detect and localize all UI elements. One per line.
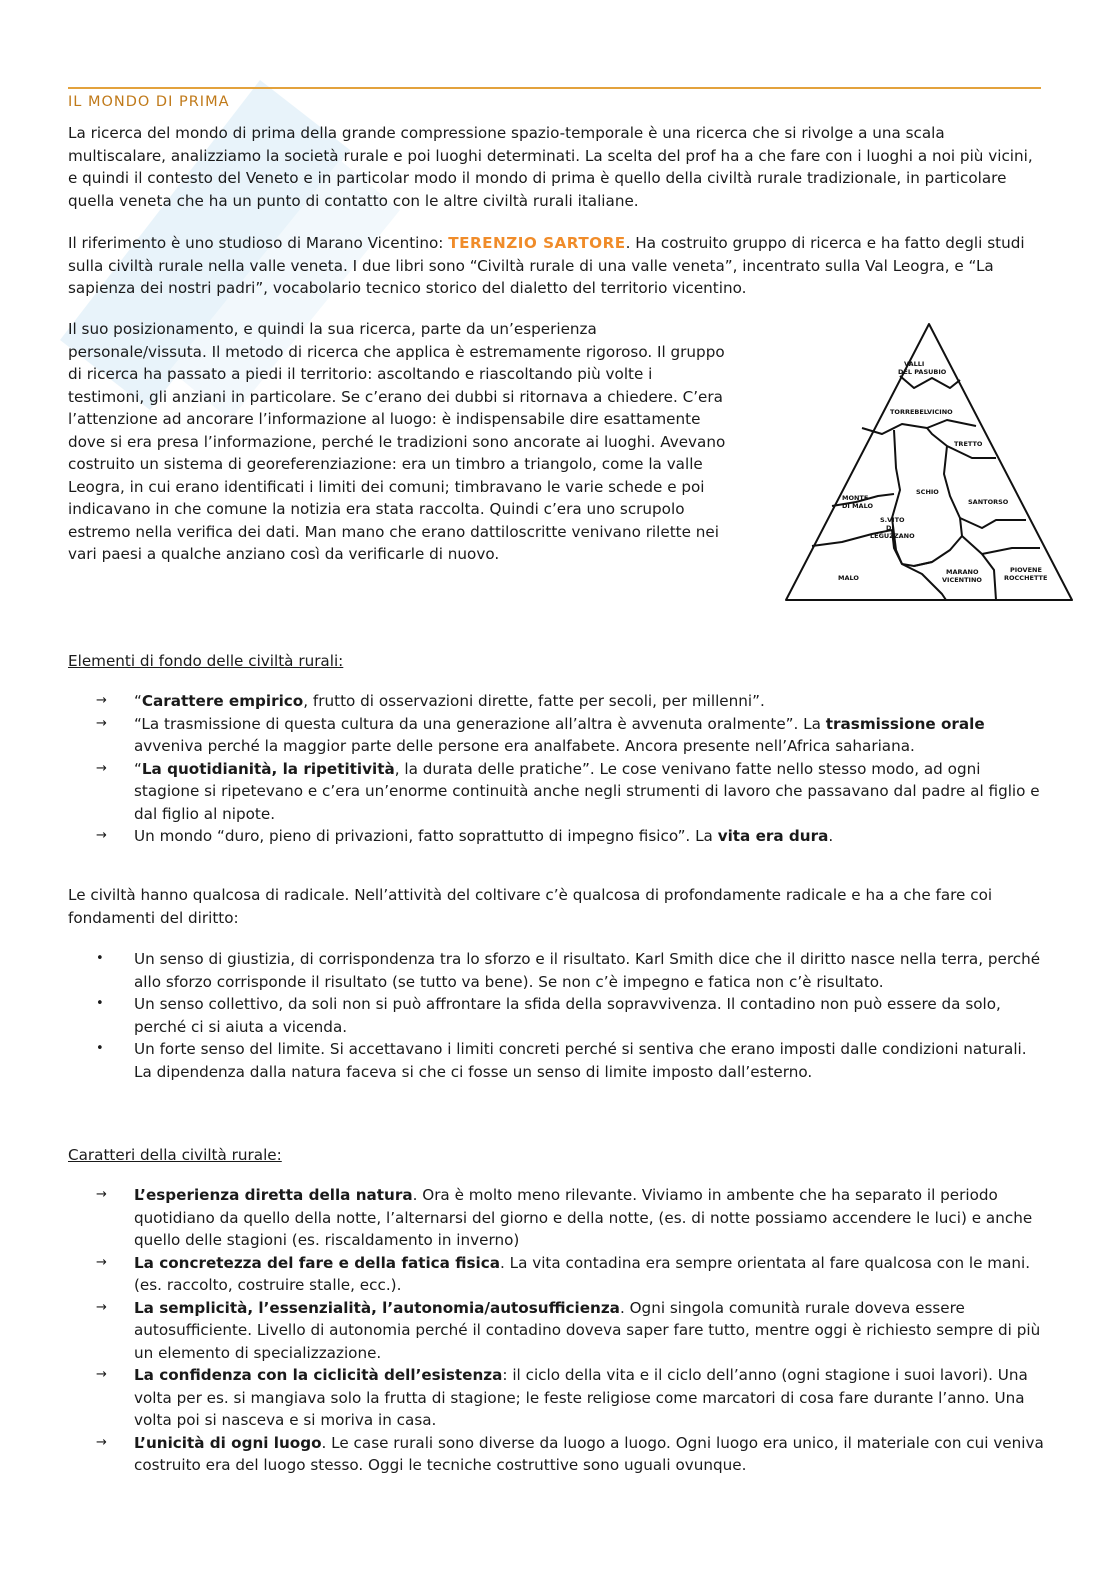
list-item: → “Carattere empirico, frutto di osservazioni dirette, fatte per secoli, per millenni”. <box>96 690 1046 713</box>
list-item: → L’unicità di ogni luogo. Le case rurali sono diverse da luogo a luogo. Ogni luogo era unico, il materiale con cui veniva costruito era del luogo stesso. Oggi le tecniche costruttive sono uguali ovunque. <box>96 1433 1044 1474</box>
list-item: → La concretezza del fare e della fatica fisica. La vita contadina era sempre orientata al fare qualcosa con le mani. (es. raccolto, costruire stalle, ecc.). <box>96 1253 1031 1294</box>
arrow-icon: → <box>96 1187 107 1202</box>
arrow-icon: → <box>96 828 107 843</box>
border-valli <box>900 376 960 388</box>
bullet-icon: • <box>96 951 104 966</box>
paragraph-method: Il suo posizionamento, e quindi la sua ricerca, parte da un’esperienza personale/vissuta. Il metodo di ricerca che applica è estremamente rigoroso. Il gruppo di ricerca ha passato a piedi il territorio: ascoltando e riascoltando più volte i testimoni, gli anziani in particolare. Se c’erano dei dubbi si ritornava a chiedere. C’era l’attenzione ad ancorare l’informazione al luogo: è indispensabile dire esattamente dove si era presa l’informazione, perché le tradizioni sono ancorate ai luoghi. Avevano costruito un sistema di georeferenziazione: era un timbro a triangolo, come la valle Leogra, in cui erano identificati i limiti dei comuni; timbravano le varie schede e poi indicavano in che comune la notizia era stata raccolta. Quindi c’era uno scrupolo estremo nella verifica dei dati. Man mano che erano dattiloscritte venivano rilette nei vari paesi a qualche anziano così da verificarle di nuovo. <box>68 320 726 563</box>
triangle-outline <box>786 324 1072 600</box>
paragraph-radicale: Le civiltà hanno qualcosa di radicale. Nell’attività del coltivare c’è qualcosa di profondamente radicale e ha a che fare coi fondamenti del diritto: <box>68 886 993 927</box>
list-item: • Un senso di giustizia, di corrispondenza tra lo sforzo e il risultato. Karl Smith dice che il diritto nasce nella terra, perché allo sforzo corrisponde il risultato (se tutto va bene). Se non c’è impegno e fatica non c’è risultato. <box>96 950 1041 991</box>
map-label-monte: MONTE <box>842 494 869 502</box>
list-item: → La semplicità, l’essenzialità, l’autonomia/autosufficienza. Ogni singola comunità rurale doveva essere autosufficiente. Livello di autonomia perché il contadino doveva saper fare tutto, mentre oggi è richiesto sempre di più un elemento di specializzazione. <box>96 1298 1041 1362</box>
map-label-marano: MARANO <box>946 568 979 576</box>
section-title-caratteri: Caratteri della civiltà rurale: <box>68 1146 282 1164</box>
list-item-keyword: trasmissione orale <box>825 714 985 733</box>
reference-text-end: . Ha costruito gruppo di ricerca e ha fatto degli studi sulla civiltà rurale nella valle veneta. I due libri sono “Civiltà rurale di una valle veneta”, incentrato sulla Val Leogra, e “La sapienza dei nostri padri”, vocabolario tecnico storico del dialetto del territorio vicentino. <box>68 234 1025 297</box>
list-item-keyword: L’esperienza diretta della natura <box>134 1186 413 1204</box>
map-label-pasubio: DEL PASUBIO <box>898 368 947 376</box>
list-item: → La confidenza con la ciclicità dell’esistenza: il ciclo della vita e il ciclo dell’anno (ogni stagione i suoi lavori). Una volta per es. si mangiava solo la frutta di stagione; le feste religiose come marcatori di cosa fare durante l’anno. Una volta poi si nasceva e si moriva in casa. <box>96 1366 1028 1429</box>
list-item-keyword: La confidenza con la ciclicità dell’esistenza <box>134 1366 503 1384</box>
map-label-tretto: TRETTO <box>954 440 983 448</box>
map-label-malo: MALO <box>838 574 859 582</box>
map-label-vicentino: VICENTINO <box>942 576 982 584</box>
list-item-keyword: La quotidianità, la ripetitività <box>141 759 395 778</box>
list-item: → L’esperienza diretta della natura. Ora è molto meno rilevante. Viviamo in ambente che ha separato il periodo quotidiano da quello della notte, l’alternarsi del giorno e della notte, (es. di notte possiamo accendere le luci) e anche quello delle stagioni (es. riscaldamento in inverno) <box>96 1186 1033 1249</box>
list-item-keyword: La semplicità, l’essenzialità, l’autonomia/autosufficienza <box>134 1298 620 1317</box>
diritto-list <box>96 948 1046 1083</box>
map-label-svito: S.VITO <box>880 516 905 524</box>
arrow-icon: → <box>96 693 107 708</box>
map-label-di: DI <box>886 524 894 532</box>
arrow-icon: → <box>96 760 107 776</box>
map-label-valli: VALLI <box>904 360 925 368</box>
list-item-keyword: Carattere empirico <box>141 692 304 710</box>
map-label-di-malo: DI MALO <box>842 502 874 510</box>
arrow-icon: → <box>96 1367 107 1382</box>
paragraph-reference <box>68 232 1040 300</box>
map-label-santorso: SANTORSO <box>968 498 1009 506</box>
arrow-icon: → <box>96 1434 107 1450</box>
researcher-name: TERENZIO SARTORE <box>448 234 626 252</box>
paragraph-intro: La ricerca del mondo di prima della grande compressione spazio-temporale è una ricerca che si rivolge a una scala multiscalare, analizziamo la società rurale e poi luoghi determinati. La scelta del prof ha a che fare con i luoghi a noi più vicini, e quindi il contesto del Veneto e in particolar modo il mondo di prima è quello della civiltà rurale tradizionale, in particolare quella veneta che ha un punto di contatto con le altre civiltà rurali italiane. <box>68 124 1033 210</box>
elementi-list <box>96 690 1046 848</box>
arrow-icon: → <box>96 715 107 731</box>
list-item: → Un mondo “duro, pieno di privazioni, fatto soprattutto di impegno fisico”. La vita era dura. <box>96 825 1046 848</box>
list-item: • Un forte senso del limite. Si accettavano i limiti concreti perché si sentiva che erano imposti dalle condizioni naturali. La dipendenza dalla natura faceva si che ci fosse un senso di limite imposto dall’esterno. <box>96 1040 1027 1081</box>
list-item: → “La trasmissione di questa cultura da una generazione all’altra è avvenuta oralmente”. La trasmissione orale avveniva perché la maggior parte delle persone era analfabete. Ancora presente nell’Africa sahariana. <box>96 714 985 755</box>
caratteri-list <box>96 1184 1046 1477</box>
list-item-keyword: La concretezza del fare e della fatica fisica <box>134 1253 500 1272</box>
bullet-icon: • <box>96 1041 104 1056</box>
map-label-torrebelvicino: TORREBELVICINO <box>890 408 953 416</box>
bullet-icon: • <box>96 996 104 1011</box>
page-title: IL MONDO DI PRIMA <box>68 94 230 110</box>
map-label-schio: SCHIO <box>916 488 939 496</box>
list-item-keyword: L’unicità di ogni luogo <box>134 1433 322 1452</box>
val-leogra-triangle-map <box>782 318 1076 608</box>
map-label-leguzzano: LEGUZZANO <box>870 532 915 540</box>
list-item: → “La quotidianità, la ripetitività, la durata delle pratiche”. Le cose venivano fatte nello stesso modo, ad ogni stagione si ripetevano e c’era un’enorme continuità anche negli strumenti di lavoro che passavano dal padre al figlio e dal figlio al nipote. <box>96 759 1040 823</box>
reference-text-start: Il riferimento è uno studioso di Marano Vicentino: <box>68 234 449 252</box>
arrow-icon: → <box>96 1254 107 1270</box>
arrow-icon: → <box>96 1299 107 1315</box>
list-item: • Un senso collettivo, da soli non si può affrontare la sfida della sopravvivenza. Il contadino non può essere da solo, perché ci si aiuta a vicenda. <box>96 995 1001 1036</box>
section-title-elementi: Elementi di fondo delle civiltà rurali: <box>68 652 344 670</box>
list-item-keyword: vita era dura <box>717 827 829 845</box>
header-rule <box>68 87 1041 89</box>
map-label-piovene: PIOVENE <box>1010 566 1042 574</box>
map-label-rocchette: ROCCHETTE <box>1004 574 1048 582</box>
